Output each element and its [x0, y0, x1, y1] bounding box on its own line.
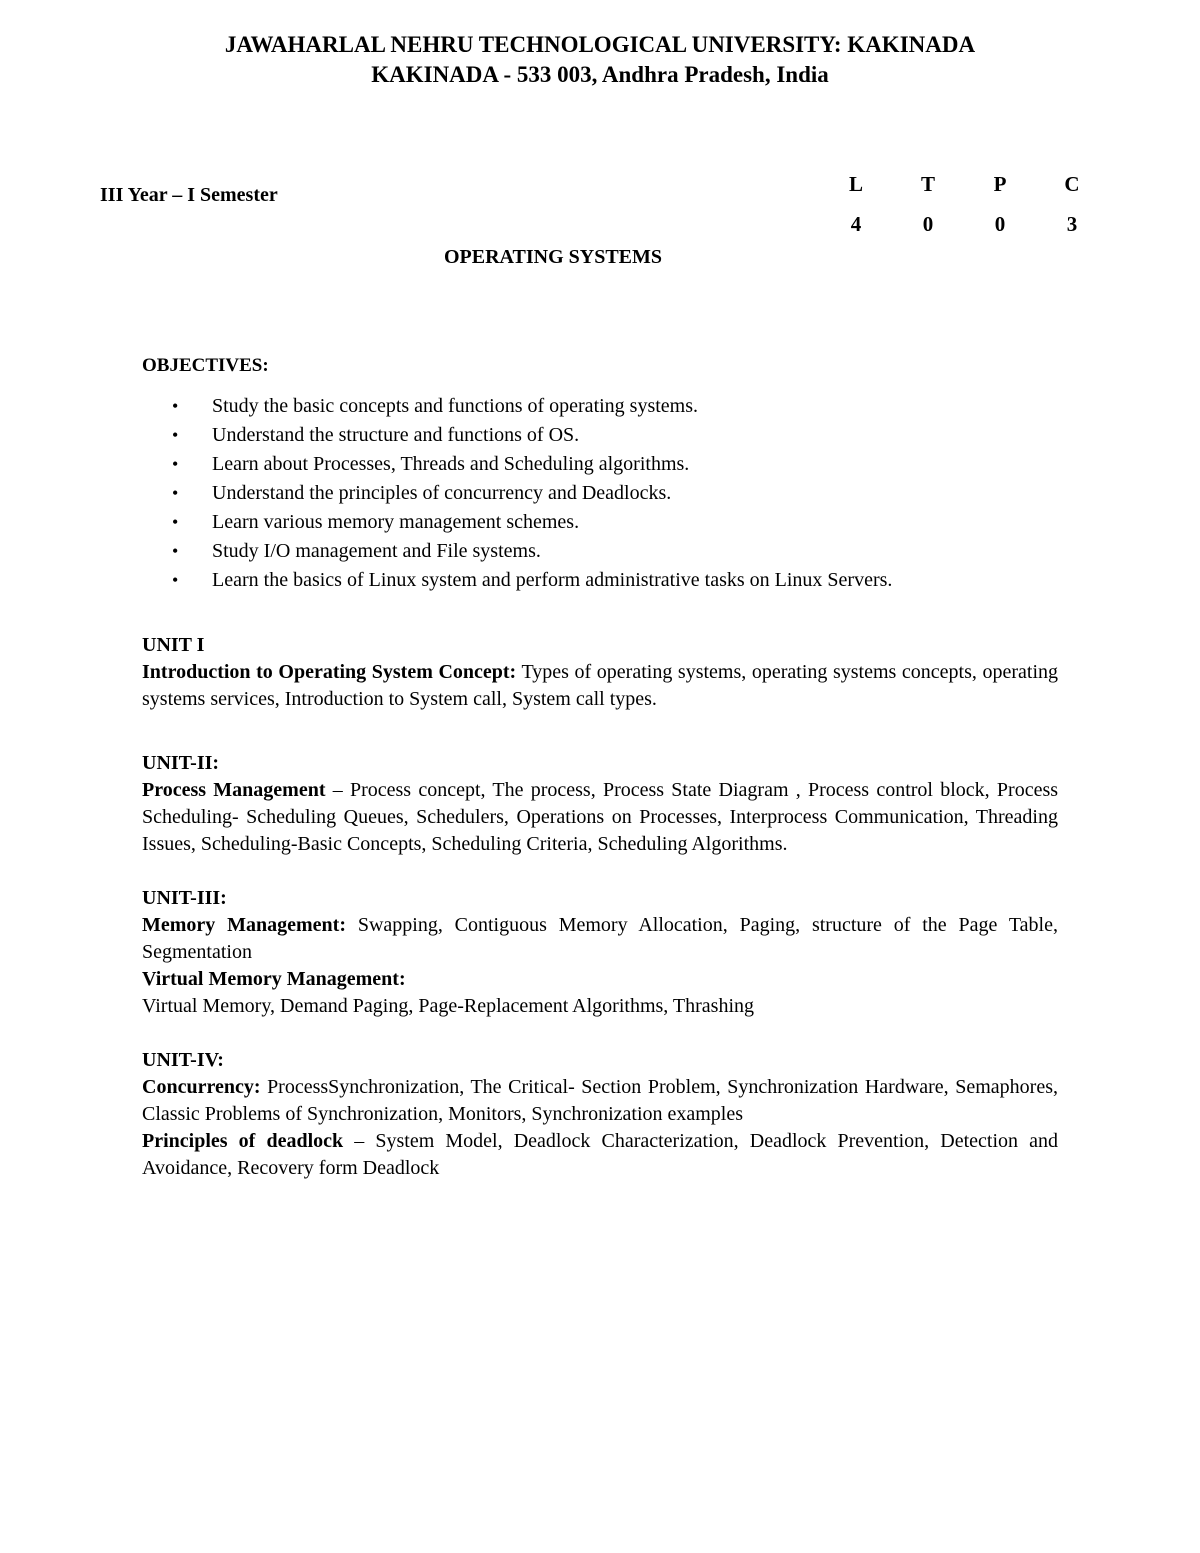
unit-paragraph	[142, 1128, 1058, 1182]
ltpc-label: C	[1064, 171, 1080, 196]
list-item	[142, 566, 1058, 595]
topic-text: Swapping, Contiguous Memory Allocation, Paging, structure of the Page Table, Segmentation	[142, 914, 1058, 963]
topic-title: Introduction to Operating System Concept:	[142, 661, 517, 683]
ltpc-values-row	[820, 204, 1108, 244]
syllabus-body	[142, 352, 1058, 1182]
unit-heading: UNIT-IV:	[142, 1049, 224, 1071]
bullet-icon: •	[172, 454, 179, 474]
topic-text: Virtual Memory, Demand Paging, Page-Replacement Algorithms, Thrashing	[142, 995, 755, 1017]
unit-2	[142, 750, 1058, 858]
unit-heading: UNIT-III:	[142, 887, 227, 909]
unit-paragraph	[142, 659, 1058, 713]
list-item	[142, 479, 1058, 508]
unit-paragraph	[142, 777, 1058, 858]
university-address: KAKINADA - 533 003, Andhra Pradesh, India	[371, 62, 829, 87]
bullet-icon: •	[172, 483, 179, 503]
objective-text: Understand the principles of concurrency and Deadlocks.	[212, 482, 672, 504]
unit-3	[142, 885, 1058, 1020]
topic-title: Principles of deadlock	[142, 1130, 344, 1152]
objective-text: Learn about Processes, Threads and Scheduling algorithms.	[212, 453, 690, 475]
document-header	[0, 30, 1200, 90]
unit-heading: UNIT I	[142, 634, 205, 656]
bullet-icon: •	[172, 396, 179, 416]
topic-text: – System Model, Deadlock Characterization, Deadlock Prevention, Detection and Avoidance, Recovery form Deadlock	[142, 1130, 1059, 1179]
list-item	[142, 450, 1058, 479]
objectives-heading: OBJECTIVES:	[142, 355, 269, 376]
objectives-list	[142, 392, 1058, 595]
ltpc-value: 0	[994, 211, 1006, 236]
unit-heading: UNIT-II:	[142, 752, 220, 774]
ltpc-table	[820, 164, 1108, 244]
unit-paragraph	[142, 1074, 1058, 1128]
bullet-icon: •	[172, 512, 179, 532]
list-item	[142, 537, 1058, 566]
topic-title: Process Management	[142, 779, 326, 801]
ltpc-value: 3	[1066, 211, 1078, 236]
unit-paragraph	[142, 912, 1058, 966]
topic-title: Memory Management:	[142, 914, 346, 936]
topic-text: ProcessSynchronization, The Critical- Section Problem, Synchronization Hardware, Semaphores, Classic Problems of Synchronization, Monitors, Synchronization examples	[142, 1076, 1058, 1125]
ltpc-label: T	[920, 171, 935, 196]
ltpc-label: P	[993, 171, 1007, 196]
topic-text: – Process concept, The process, Process State Diagram , Process control block, Process Scheduling- Scheduling Queues, Schedulers, Operations on Processes, Interprocess Communication, Threading Issues, Scheduling-Basic Concepts, Scheduling Criteria, Scheduling Algorithms.	[142, 779, 1059, 855]
unit-4	[142, 1047, 1058, 1182]
university-name: JAWAHARLAL NEHRU TECHNOLOGICAL UNIVERSITY: KAKINADA	[224, 32, 976, 57]
semester-label: III Year – I Semester	[100, 184, 278, 206]
ltpc-value: 0	[922, 211, 934, 236]
objective-text: Learn the basics of Linux system and perform administrative tasks on Linux Servers.	[212, 569, 893, 591]
objective-text: Understand the structure and functions of OS.	[212, 424, 580, 446]
list-item	[142, 508, 1058, 537]
topic-text: Types of operating systems, operating systems concepts, operating systems services, Introduction to System call, System call types.	[142, 661, 1058, 710]
objective-text: Learn various memory management schemes.	[212, 511, 580, 533]
objective-text: Study I/O management and File systems.	[212, 540, 541, 562]
topic-title: Virtual Memory Management:	[142, 968, 406, 990]
ltpc-labels-row	[820, 164, 1108, 204]
objective-text: Study the basic concepts and functions of operating systems.	[212, 395, 699, 417]
list-item	[142, 392, 1058, 421]
bullet-icon: •	[172, 425, 179, 445]
bullet-icon: •	[172, 541, 179, 561]
unit-1	[142, 632, 1058, 713]
subject-title: OPERATING SYSTEMS	[443, 246, 662, 268]
topic-title: Concurrency:	[142, 1076, 261, 1098]
ltpc-value: 4	[850, 211, 862, 236]
bullet-icon: •	[172, 570, 179, 590]
list-item	[142, 421, 1058, 450]
ltpc-label: L	[848, 171, 863, 196]
